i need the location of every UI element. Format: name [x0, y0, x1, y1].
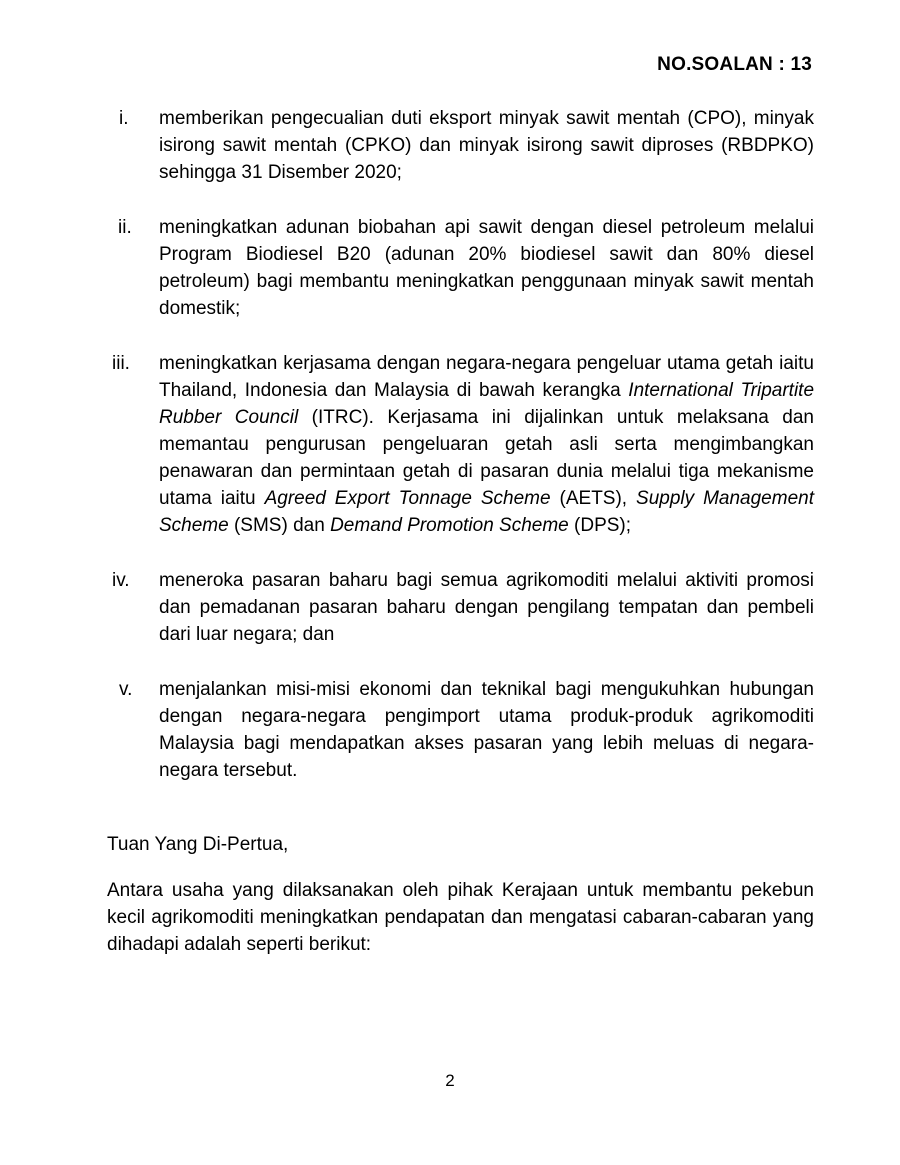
- list-item: [107, 350, 814, 539]
- list-item-number: ii.: [118, 217, 132, 238]
- italic-term: Agreed Export Tonnage Scheme: [264, 488, 551, 509]
- text-run: (AETS),: [550, 488, 637, 509]
- text-run: menjalankan misi-misi ekonomi dan teknikal bagi mengukuhkan hubungan dengan negara-negara pengimport utama produk-produk agrikomoditi Malaysia bagi mendapatkan akses pasaran yang lebih meluas di negara-negara tersebut.: [159, 679, 814, 781]
- text-run: meneroka pasaran baharu bagi semua agrikomoditi melalui aktiviti promosi dan pemadanan pasaran baharu dengan pengilang tempatan dan pembeli dari luar negara; dan: [159, 570, 814, 645]
- text-run: meningkatkan adunan biobahan api sawit dengan diesel petroleum melalui Program Biodiesel B20 (adunan 20% biodiesel sawit dan 80% diesel petroleum) bagi membantu meningkatkan penggunaan minyak sawit mentah domestik;: [159, 217, 814, 319]
- list-item: [107, 676, 814, 784]
- text-run: meningkatkan kerjasama dengan negara-negara pengeluar utama getah iaitu Thailand, Indonesia dan Malaysia di bawah kerangka: [159, 353, 814, 401]
- list-item-text: [159, 217, 814, 319]
- list-item: [107, 567, 814, 648]
- body-paragraph: Antara usaha yang dilaksanakan oleh pihak Kerajaan untuk membantu pekebun kecil agrikomoditi meningkatkan pendapatan dan mengatasi cabaran-cabaran yang dihadapi adalah seperti berikut:: [107, 880, 814, 955]
- measures-list: [107, 105, 814, 812]
- list-item: [107, 214, 814, 322]
- list-item-text: [159, 679, 814, 781]
- list-item-number: iii.: [112, 353, 130, 374]
- italic-term: Supply Management Scheme: [159, 488, 814, 536]
- list-item-number: v.: [119, 679, 133, 700]
- italic-term: International Tripartite Rubber Council: [159, 380, 815, 428]
- text-run: (SMS) dan: [228, 515, 331, 536]
- list-item-text: [159, 570, 814, 645]
- list-item-text: [159, 108, 814, 183]
- list-item-number: iv.: [112, 570, 130, 591]
- page-number: 2: [445, 1071, 455, 1090]
- list-item-text: [159, 353, 814, 536]
- italic-term: Demand Promotion Scheme: [330, 515, 569, 536]
- text-run: (DPS);: [568, 515, 632, 536]
- list-item: [107, 105, 814, 186]
- salutation: Tuan Yang Di-Pertua,: [107, 834, 289, 855]
- text-run: memberikan pengecualian duti eksport minyak sawit mentah (CPO), minyak isirong sawit mentah (CPKO) dan minyak isirong sawit diproses (RBDPKO) sehingga 31 Disember 2020;: [159, 108, 814, 183]
- question-number: NO.SOALAN : 13: [657, 54, 812, 75]
- list-item-number: i.: [119, 108, 129, 129]
- text-run: (ITRC). Kerjasama ini dijalinkan untuk melaksana dan memantau pengurusan pengeluaran getah asli serta mengimbangkan penawaran dan permintaan getah di pasaran dunia melalui tiga mekanisme utama iaitu: [159, 407, 814, 509]
